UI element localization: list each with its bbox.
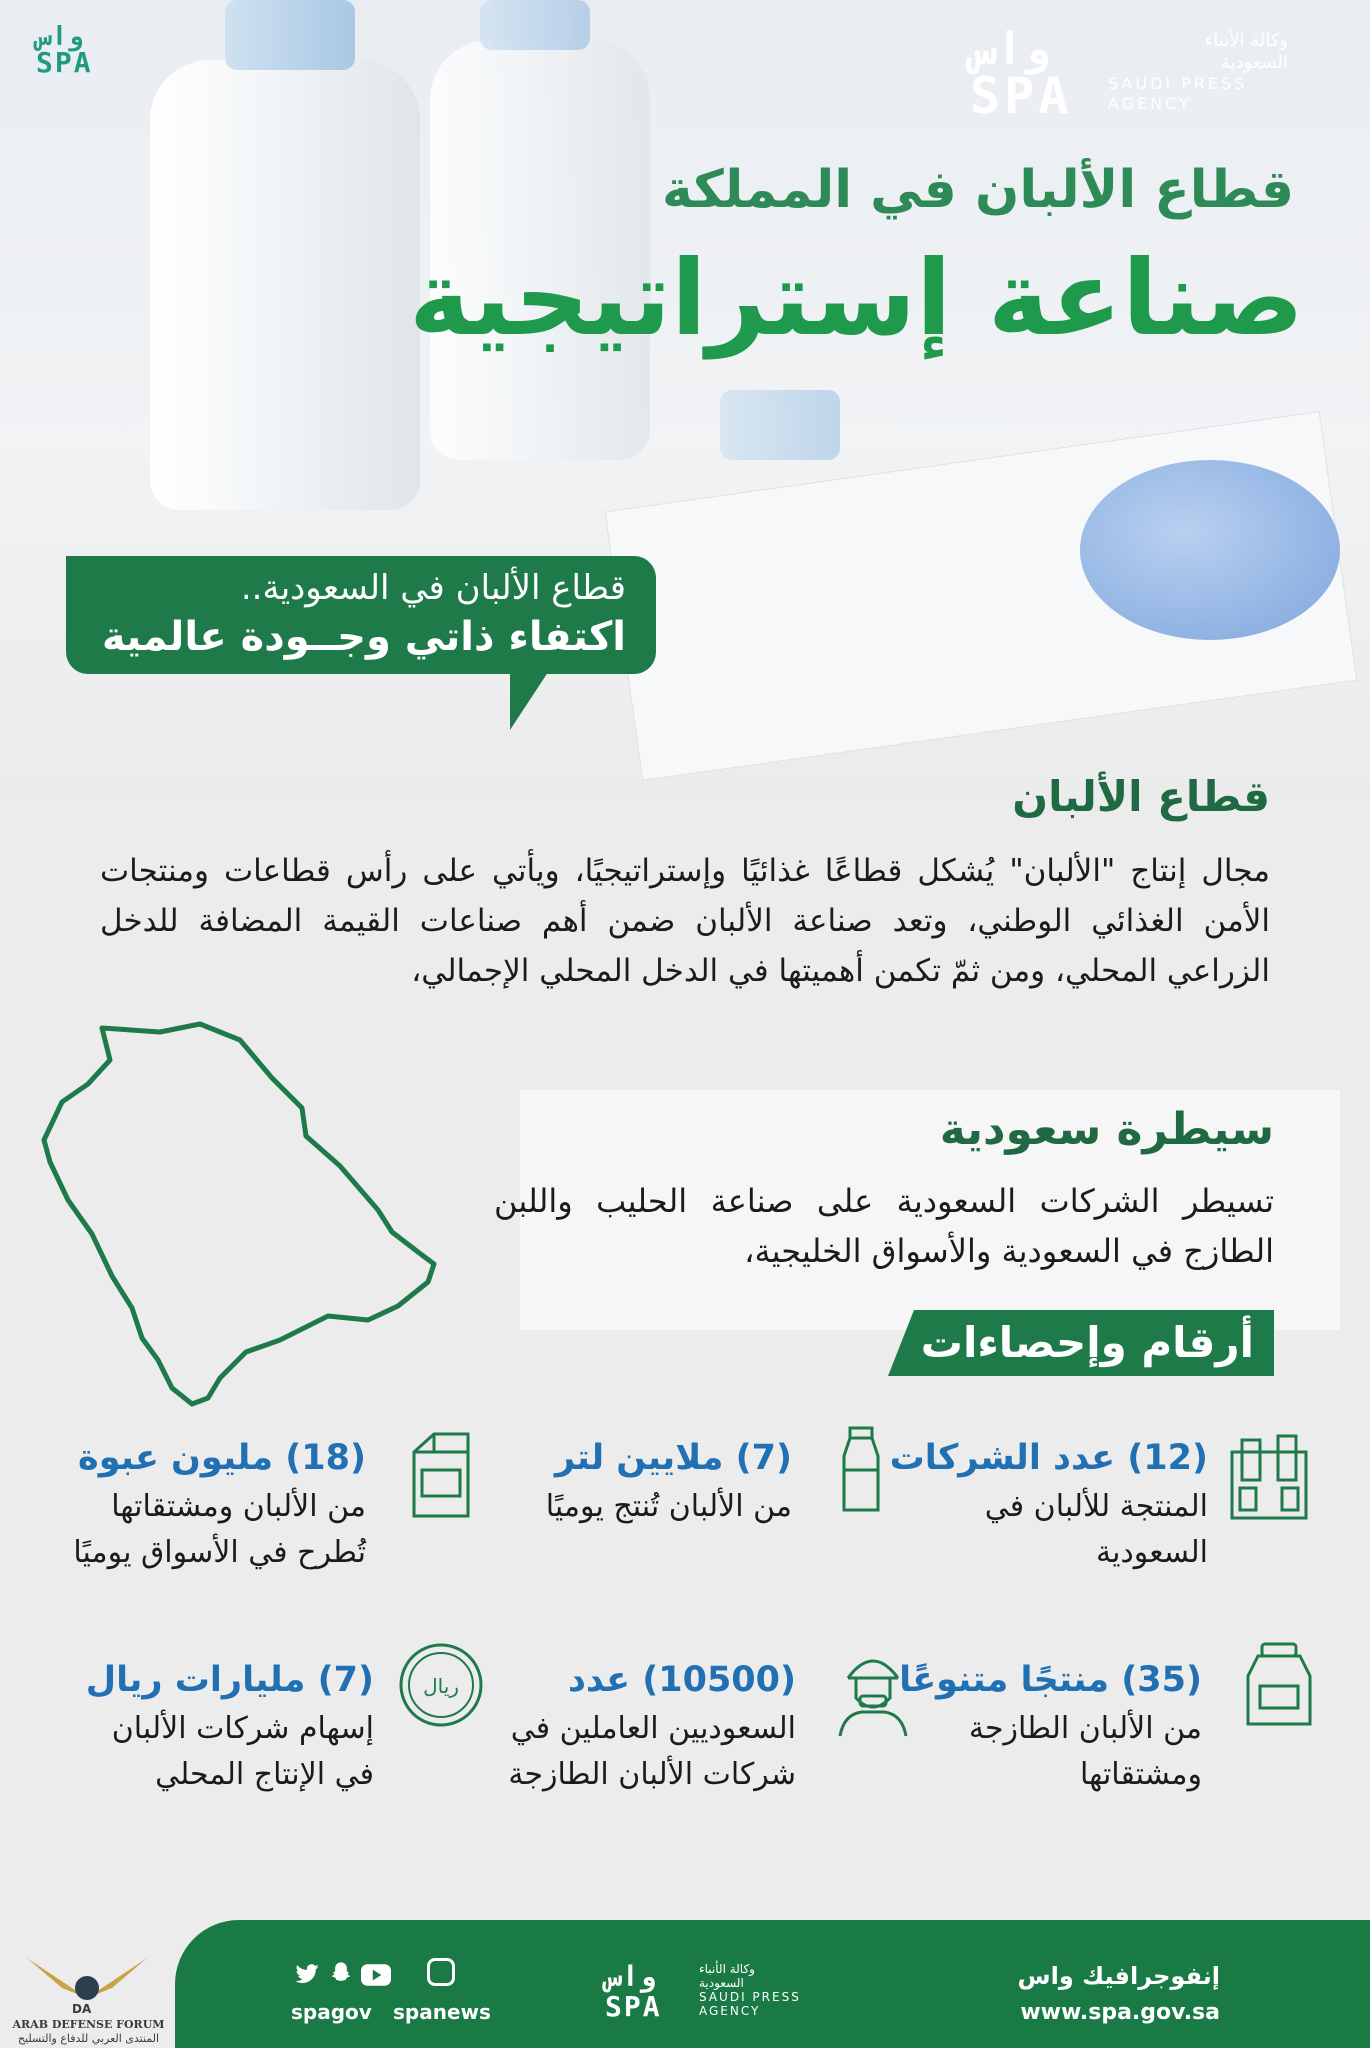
footer-bar: [175, 1920, 1370, 2048]
snapchat-icon[interactable]: [327, 1960, 355, 1988]
spa-logo-mark: [970, 24, 1098, 125]
stat-description: المنتجة للألبان في السعودية: [984, 1489, 1208, 1570]
bubble-line1: قطاع الألبان في السعودية..: [240, 568, 626, 608]
footer-url-link[interactable]: www.spa.gov.sa: [1020, 2000, 1220, 2025]
forum-initials: DA: [72, 2002, 92, 2016]
stats-badge: [914, 1310, 1274, 1376]
stat-number: (10500) عدد: [567, 1660, 796, 1700]
milk-carton-icon: [400, 1430, 482, 1520]
footer-logo-ar: واس: [605, 1960, 656, 1993]
milk-jar-icon: [1238, 1642, 1320, 1732]
bottle-cap-image: [225, 0, 355, 70]
dominance-heading: سيطرة سعودية: [939, 1104, 1274, 1155]
dairy-sector-body: مجال إنتاج "الألبان" يُشكل قطاعًا غذائيًا وإستراتيجيًا، ويأتي على رأس قطاعات ومنتجات الأمن الغذائي الوطني، وتعد صناعة الألبان ضمن أهم صناعات القيمة المضافة للدخل الزراعي المحلي، ومن ثمّ تكمن أهميتها في الدخل المحلي الإجمالي،: [100, 853, 1270, 989]
stat-companies: [889, 1438, 1208, 1576]
footer-spa-logo: [605, 1962, 825, 2032]
social-handle-spanews[interactable]: spanews: [393, 2000, 491, 2024]
instagram-icon[interactable]: [427, 1958, 455, 1986]
factory-icon: [1228, 1432, 1310, 1522]
bottle-cap-image: [480, 0, 590, 50]
spa-logo-small: [36, 22, 114, 79]
stat-packages: [73, 1438, 366, 1576]
agency-name: [1108, 30, 1288, 114]
logo-mark-en: SPA: [970, 67, 1073, 125]
agency-name-en-1: SAUDI PRESS: [1108, 74, 1248, 93]
saudi-map-outline: [40, 1020, 530, 1410]
stat-description: إسهام شركات الألبان في الإنتاج المحلي: [111, 1711, 374, 1792]
speech-bubble-tail: [510, 660, 556, 730]
footer-agency-en-2: AGENCY: [699, 2004, 761, 2018]
social-handle-spagov[interactable]: spagov: [291, 2000, 372, 2024]
gloved-hand-image: [1080, 460, 1340, 640]
stat-workers: [506, 1660, 796, 1798]
logo-mark-ar: واس: [970, 24, 1050, 75]
speech-bubble: [66, 556, 656, 674]
stat-description: من الألبان ومشتقاتها تُطرح في الأسواق يوميًا: [73, 1489, 366, 1570]
worker-icon: [832, 1648, 914, 1738]
dominance-body: تسيطر الشركات السعودية على صناعة الحليب واللبن الطازج في السعودية والأسواق الخليجية،: [494, 1182, 1274, 1270]
agency-name-ar-2: السعودية: [1220, 52, 1288, 73]
stat-number: (18) مليون عبوة: [78, 1438, 366, 1478]
youtube-icon[interactable]: [361, 1964, 391, 1986]
stat-description: من الألبان الطازجة ومشتقاتها: [968, 1711, 1202, 1792]
bubble-line2: اكتفاء ذاتي وجــودة عالمية: [101, 614, 626, 660]
agency-name-en-2: AGENCY: [1108, 94, 1192, 113]
eagle-wings-icon: [22, 1948, 152, 2004]
stat-liters: [502, 1438, 792, 1530]
spa-logo: [970, 24, 1290, 128]
stat-description: السعوديين العاملين في شركات الألبان الطازجة: [508, 1711, 796, 1792]
footer-logo-en: SPA: [605, 1990, 662, 2023]
dairy-sector-heading: قطاع الألبان: [1012, 772, 1270, 821]
stat-products: [899, 1660, 1202, 1798]
milk-bottle-icon: [820, 1424, 902, 1514]
twitter-icon[interactable]: [293, 1960, 321, 1988]
logo-small-ar: واس: [36, 22, 83, 52]
stat-description: من الألبان تُنتج يوميًا: [545, 1489, 792, 1524]
coin-label: ريال: [423, 1674, 459, 1698]
stat-number: (7) مليارات ريال: [85, 1660, 374, 1700]
logo-small-en: SPA: [36, 46, 93, 79]
footer-agency-ar-2: السعودية: [699, 1976, 744, 1990]
forum-name-en: ARAB DEFENSE FORUM: [12, 2018, 165, 2031]
footer-agency-en-1: SAUDI PRESS: [699, 1990, 801, 2004]
stat-number: (12) عدد الشركات: [889, 1438, 1208, 1478]
title-line1: قطاع الألبان في المملكة: [662, 160, 1294, 220]
agency-name-ar-1: وكالة الأنباء: [1204, 30, 1288, 51]
blue-object-image: [720, 390, 840, 460]
footer-infographic-label: إنفوجرافيك واس: [1017, 1962, 1220, 1990]
footer-agency-ar-1: وكالة الأنباء: [699, 1962, 755, 1976]
footer-logo-mark: [605, 1962, 662, 2022]
footer-agency-name: [699, 1962, 801, 2018]
stat-number: (35) منتجًا متنوعًا: [899, 1660, 1202, 1700]
title-line2: صناعة إستراتيجية: [408, 237, 1304, 359]
stat-number: (7) ملايين لتر: [554, 1438, 792, 1478]
stats-badge-label: أرقام وإحصاءات: [920, 1318, 1254, 1367]
forum-name-ar: المنتدى العربي للدفاع والتسليح: [17, 2032, 160, 2045]
riyal-coin-icon: [396, 1640, 486, 1730]
stat-contribution: [84, 1660, 374, 1798]
forum-watermark: [0, 1940, 175, 2048]
